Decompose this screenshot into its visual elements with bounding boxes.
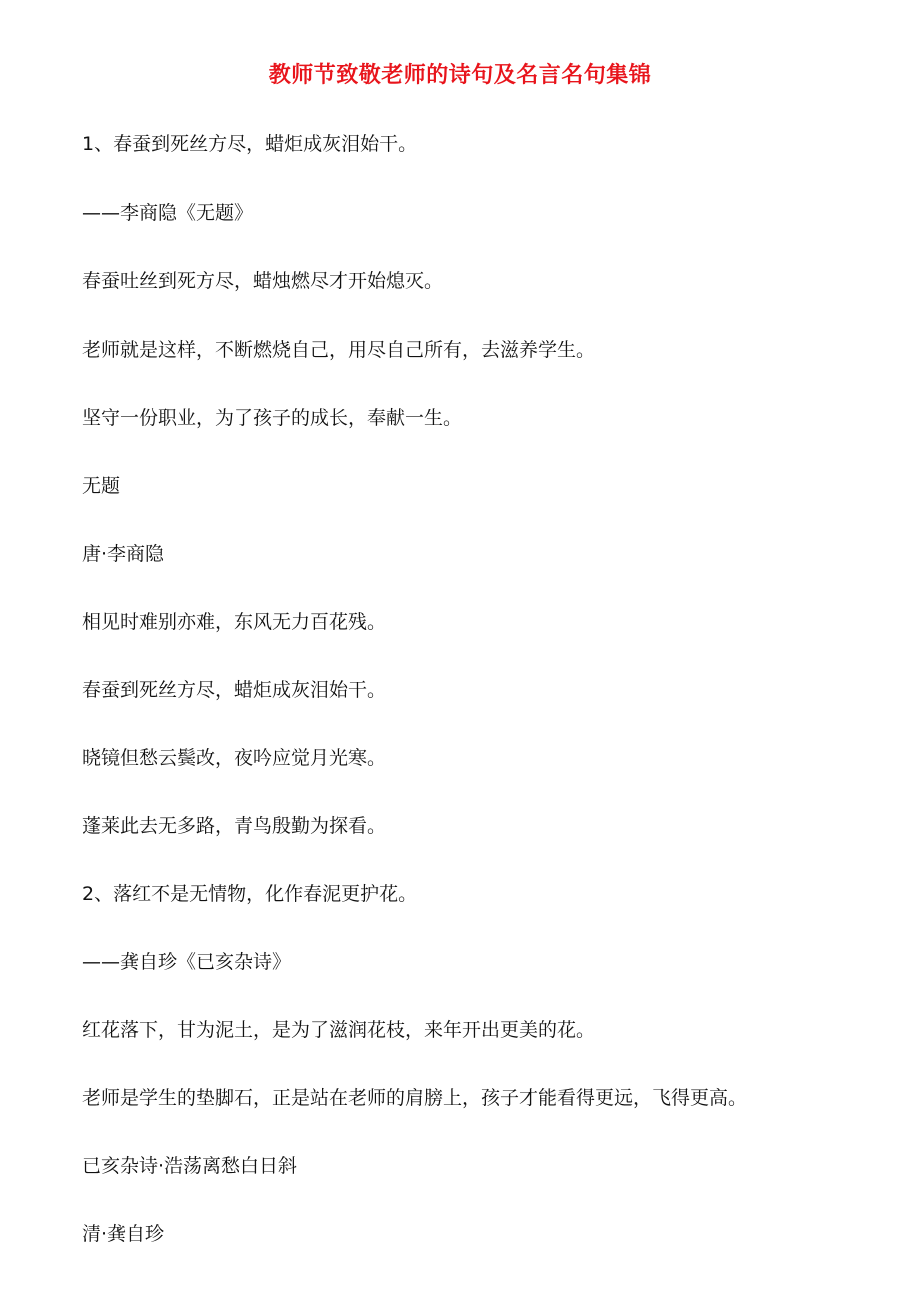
poem-verse-3: 晓镜但愁云鬓改，夜吟应觉月光寒。: [82, 747, 387, 769]
poem-line-2: 2、落红不是无情物，化作春泥更护花。: [82, 883, 418, 905]
attribution-line-1: ——李商隐《无题》: [82, 202, 254, 224]
poem-line-1: 1、春蚕到死丝方尽，蜡炬成灰泪始干。: [82, 133, 418, 155]
poem-verse-1: 相见时难别亦难，东风无力百花残。: [82, 611, 387, 633]
paragraph-line-1: 春蚕吐丝到死方尽，蜡烛燃尽才开始熄灭。: [82, 270, 444, 292]
paragraph-line-2: 老师就是这样，不断燃烧自己，用尽自己所有，去滋养学生。: [82, 339, 596, 361]
document-title: 教师节致敬老师的诗句及名言名句集锦: [268, 63, 652, 88]
poem-author-2: 清·龚自珍: [82, 1223, 165, 1245]
attribution-line-2: ——龚自珍《已亥杂诗》: [82, 951, 292, 973]
poem-verse-4: 蓬莱此去无多路，青鸟殷勤为探看。: [82, 815, 387, 837]
paragraph-line-3: 坚守一份职业，为了孩子的成长，奉献一生。: [82, 407, 463, 429]
poem-verse-2: 春蚕到死丝方尽，蜡炬成灰泪始干。: [82, 679, 387, 701]
poem-author-1: 唐·李商隐: [82, 543, 165, 565]
poem-title-1: 无题: [82, 475, 121, 497]
paragraph-line-4: 红花落下，甘为泥土，是为了滋润花枝，来年开出更美的花。: [82, 1019, 596, 1041]
paragraph-line-5: 老师是学生的垫脚石，正是站在老师的肩膀上，孩子才能看得更远，飞得更高。: [82, 1087, 748, 1109]
poem-title-2: 已亥杂诗·浩荡离愁白日斜: [82, 1155, 298, 1177]
